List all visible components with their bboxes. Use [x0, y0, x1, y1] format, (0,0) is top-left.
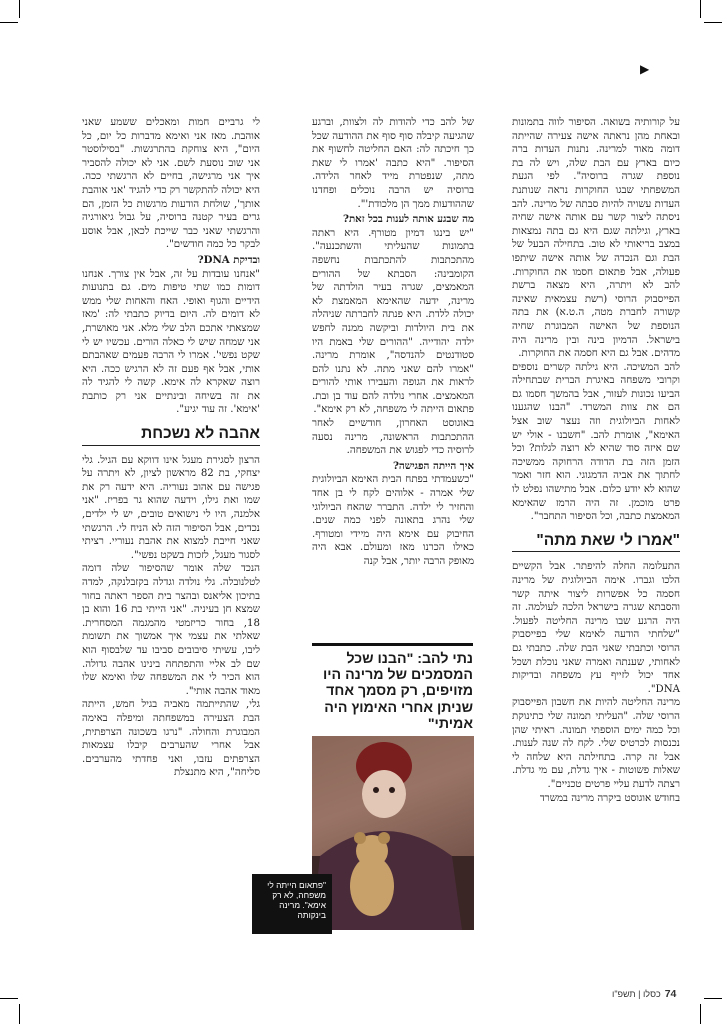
subheading: אהבה לא נשכחת	[82, 427, 260, 446]
paragraph: באוגוסט האחרון, חודשיים לאחר ההתכתבות הראשונה, מרינה נסעה לרוסיה כדי לפגוש את המשפחה.	[312, 418, 474, 457]
crop-mark	[19, 0, 20, 18]
crop-mark	[700, 1004, 701, 1024]
paragraph: "יש בינגו דמיון מטורף. היא ראתה בתמונות שהעליתי והשתכנעה". מהתכתבות להתכתבות נחשפה הקומבינה: הסבתא של ההורים המאמצים, שגרה בעיר הולדתה של מרינה, ידעה שהאימא המאמצת לא יכולה ללדת. היא פנתה לחברתה שניהלה את בית היולדות וביקשה ממנה לחפש ילדה יהודייה. "ההורים שלי באמת היו סטודנטים להנדסה", אומרת מרינה. "אמרו להם שאני מתה. לא נתנו להם לראות את הגופה והעבירו אותי להורים המאמצים. אחרי נולדה להם עוד בן ובת. פתאום הייתה לי משפחה, לא רק אימא".	[312, 227, 474, 416]
crop-mark	[700, 0, 701, 18]
issue-label: כסלו | תשפ"ו	[612, 989, 661, 999]
paragraph: על קורותיה בשואה. הסיפור לווה בתמונות ובאחת מהן נראתה אישה צעירה שהייתה דומה מאוד למרינה. נתנות העדות ברה כיום בארץ עם הבת שלה, ויש לה בת נוספת שגרה ברוסיה". לפי הגעת המשפחתי שבגו החוקרות נראה שנותנת העדות עשויה להיות סבתה של מרינה. להב ניסתה ליצור קשר עם אותה אישה שחיה בארץ, וגילתה שגם היא גם בתה נמצאות במצב בריאותי לא טוב. בתחילה הבעל של הבת וגם הנכדה של אותה אישה שיתפו פעולה, אבל פתאום חסמו את החוקרות. להב לא ויתרה, היא מצאה ברשת הפייסבוק הרוסי (רשת עצמאית שאינה קשורה לחברת מטה, ה.ט.א) את בתה הנוספת של האישה המבוגרת שחיה בישראל. הדמיון בינה ובין מרינה היה מדהים. אבל גם היא חסמה את החוקרות.	[512, 117, 680, 360]
page-folio	[612, 988, 676, 1000]
baby-photo	[312, 736, 474, 930]
subheading: "אמרו לי שאת מתה"	[512, 534, 680, 553]
column-middle	[312, 116, 474, 569]
paragraph: גלי, שהתייתמה מאביה בגיל חמש, הייתה הבת הצעירה במשפחתה ומיפלה באימה המבוגרת והחולה. "נרגו בשכונה הצרפתית, אבל אחרי שהערבים קיבלו עצמאות הצרפתים עזבו, ואני פחדתי מהערבים. סליחה", היא מתנצלת	[82, 699, 260, 779]
play-triangle-icon: ▶	[640, 62, 650, 76]
paragraph: בחודש אוגוסט ביקרה מרינה במשרד	[539, 792, 680, 804]
paragraph: "כשעמדתי בפתח הבית האימא הביולוגית שלי אמרה - אלוהים לקח לי בן אחד והחזיר לי ילדה. התברר שהאח הביולוגי שלי נהרג בתאונה לפני כמה שנים. החיבוק עם אימא היה מיידי ומטורף. כאילו הכרנו מאז ומעולם. אבא היה מאופק הרבה יותר, אבל קנה	[312, 474, 474, 567]
crop-mark	[704, 22, 722, 23]
baby-illustration	[312, 736, 474, 930]
quote-text: "הבנו שכל המסמכים של מרינה היו מזויפים, רק מסמך אחד שניתן אחרי האימוץ היה אמיתי"	[323, 651, 473, 732]
crop-mark	[0, 998, 18, 999]
question-heading: מה שבגע אותה לענות בכל זאת?	[343, 213, 474, 226]
page-number: 74	[664, 988, 677, 1000]
quote-speaker: נתי להב:	[417, 651, 473, 667]
paragraph: הנכד שלה אומר שהסיפור שלה דומה לטלנובלה. גלי נולדה וגדלה בקזבלנקה, למדה בתיכון אליאנס ובהצר בית הספר ראתה בחור שמצא חן בעיניה. "אני הייתי בת 16 והוא בן 18, בחור כריזמטי מהמגמה המסחרית. שאלתי את עצמי איך אמשוך את תשומת ליבו, עשיתי סיבובים סביבו עד שלבסוף הוא שם לב אליי והתפתחה בינינו אהבה גדולה. הוא הכיר לי את המשפחה שלו ואימא שלו מאוד אהבה אותי".	[82, 563, 260, 697]
crop-mark	[704, 998, 722, 999]
pull-quote	[312, 643, 473, 732]
column-right	[512, 116, 680, 805]
paragraph: לי גרביים חמות ומאכלים ששמע שאני אוהבת. מאז אני ואימא מדברות כל יום, כל היום", היא צוחקת בהתרגשות. "בסילוסטר אני שוב נוסעת לשם. אני לא יכולה להסביר איך אני מרגישה, בחיים לא הרגשתי ככה. היא יכולה להתקשר רק כדי להגיד 'אני אוהבת אותך', שולחת הודעות מרגשות כל הזמן, הם גרים בעיר קטנה ברוסיה, על גבול גיאורגיה והרגשתי שאני כבר שייכת לכאן, אבל אוסע לבקר כל כמה חודשים".	[82, 117, 260, 251]
paragraph: התעלומה החלה להיפתר. אבל הקשיים הלכו וגברו. אימה הביולוגית של מרינה חסמה כל אפשרות ליצור איתה קשר והסבתא שגרה בישראל הלכה לעולמה. זה היה הרגע שבו מרינה החליטה לפעול. "שלחתי הודעה לאימא שלי בפייסבוק הרוסי וכתבתי שאני הבת שלה. כתבתי גם לאחותי, שענתה ואמרה שאני נוכלת ושכל אחד יכול לזייף עץ משפחה ובדיקות DNA".	[512, 561, 680, 695]
paragraph: להב המשיכה. היא גילתה קשרים נוספים וקרובי משפחה באיגרת הברית שבתחילה הביעו נכונות לעזור, אבל בהמשך חסמו גם הם את צוות המשרד. "הבנו שהגענו לאחות הביולוגית וזה נעצר שוב אצל האימא", אומרת להב. "חשבנו - אולי יש שם איזה סוד שהיא לא רוצה לגלות? וכל הזמן הזה בת הדודה הרחוקה ממשיכה לחתוך את אביה הדמגוגי. הוא חזר ואמר שהוא לא יודע כלום. אבל מתישהו נפלט לו פרט מוכמן. זה היה הרמז שהאימא המאמצת כתבה, וכל הסיפור התחבר".	[512, 361, 680, 523]
paragraph: הרצון לסגירת מעגל אינו דווקא עם הגיל. גלי יצחקי, בת 82 מראשון לציון, לא ויתרה על פגישה עם אהוב נעוריה. היא ידעה רק את שמו ואת גילו, וידעה שהוא גר בפריז. "אני אלמנה, היו לי נישואים טובים, יש לי ילדים, נכדים, אבל הסיפור הזה לא הניח לי. הרגשתי שאני חייבת למצוא את אהבת נעוריי. רציתי לסגור מעגל, לזכות בשקט נפשי".	[82, 454, 261, 561]
question-heading: ובדיקת DNA?	[197, 253, 260, 266]
question-heading: איך הייתה הפגישה?	[392, 459, 474, 472]
paragraph: של להב כדי להודות לה ולצוות, וברגע שהגיעה קיבלה סוף סוף את ההודעה שכל כך חיכתה לה: האם החליטה לחשוף את הסיפור. "היא כתבה 'אמרו לי שאת מתה, שנפטרת מייד לאחר הלידה. ברוסיה יש הרבה נוכלים ופחדנו שההודעות ממך הן מלכודת'".	[312, 117, 474, 210]
photo-caption: "פתאום הייתה לי משפחה, לא רק אימא". מרינה בינקותה	[252, 874, 332, 934]
crop-mark	[19, 1004, 20, 1024]
paragraph: מרינה החליטה להיות את חשבון הפייסבוק הרוסי שלה. "העליתי תמונה שלי כתינוקת וכל כמה ימים הוספתי תמונה. ראיתי שהן נכנסות לכרטיס שלי. לקח לה שנה לענות. אבל זה קרה. בתחילתה היא שלחה לי שאלות פשוטות - איך גדלת, עם מי גדלת. רצתה לדעת עליי פרטים טכניים".	[512, 697, 680, 790]
crop-mark	[0, 22, 18, 23]
column-left	[82, 116, 260, 780]
paragraph: "אנחנו עובדות על זה, אבל אין צורך. אנחנו דומות כמו שתי טיפות מים. גם בתנועות הידיים והגוף ואופי. האח והאחות שלי ממש לא דומים לה. היום בדיוק כתבתי לה: 'מאז שמצאתי אתכם הלב שלי מלא. אני מאושרת, אני שמחה שיש לי כאלה הורים. עכשיו יש לי שקט נפשי'. אמרו לי הרבה פעמים שאהבתם אותי, אבל אף פעם זה לא הרגיש ככה. היא רוצה שאקרא לה אימא. קשה לי להגיד לה את זה בשיחה ובינתיים אני רק כותבת 'אימא'. זה עוד יגיע".	[82, 268, 260, 416]
